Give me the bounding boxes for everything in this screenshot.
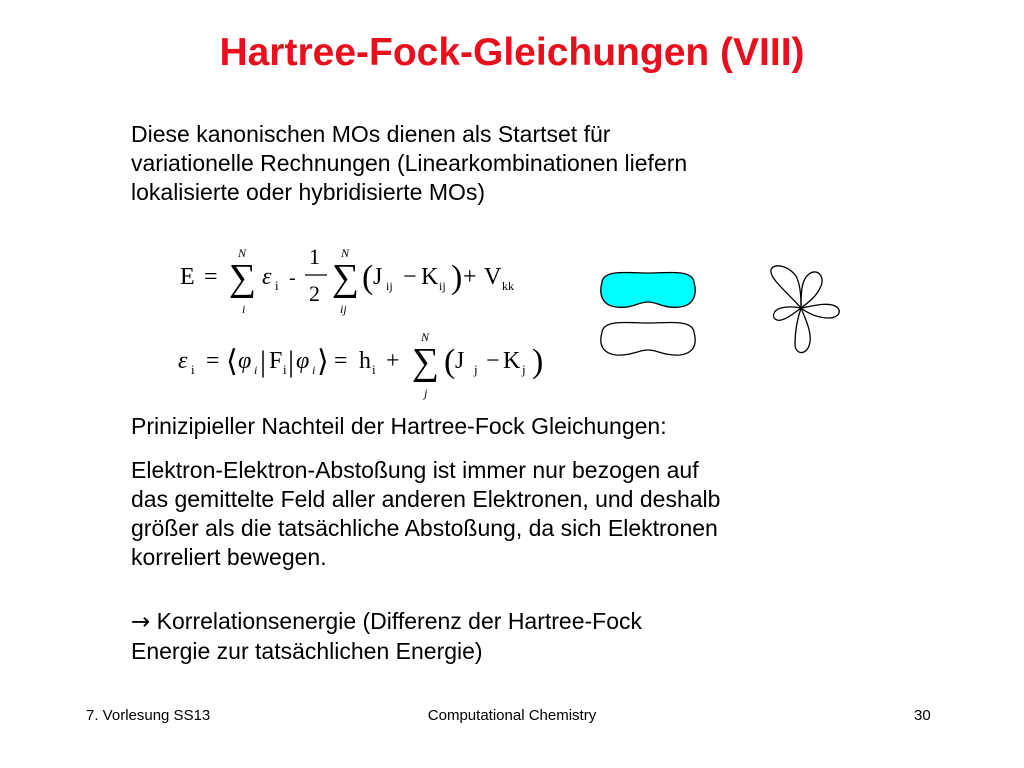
- lobe-lower-left: [774, 307, 801, 320]
- eq1-frac-num: 1: [309, 244, 320, 269]
- eq1-K: K: [421, 264, 439, 290]
- footer-page-number: 30: [914, 707, 931, 724]
- eq1-J-sub: ij: [386, 279, 393, 293]
- slide-title: Hartree-Fock-Gleichungen (VIII): [219, 31, 805, 74]
- intro-line-1: Diese kanonischen MOs dienen als Startset für: [131, 121, 611, 147]
- eq2-sum-sigma: ∑: [412, 341, 440, 383]
- eq2-plus: +: [386, 348, 400, 374]
- eq1-sum1-top: N: [238, 246, 247, 260]
- eq1-V-sub: kk: [502, 279, 514, 293]
- eq1-dash: -: [289, 267, 296, 289]
- eq2-K-sub: j: [522, 362, 526, 377]
- eq1-J: J: [373, 264, 383, 290]
- lobe-left: [771, 266, 801, 308]
- eq1-epsilon: ε: [262, 264, 272, 290]
- intro-paragraph: [131, 120, 891, 207]
- intro-line-3: lokalisierte oder hybridisierte MOs): [131, 179, 486, 205]
- lobe-upper: [801, 272, 822, 308]
- eq2-minus: −: [486, 348, 500, 374]
- eq1-frac-den: 2: [309, 281, 320, 306]
- trefoil-lobes: [771, 266, 839, 353]
- eq2-phi1: φ: [238, 348, 252, 374]
- intro-line-2: variationelle Rechnungen (Linearkombinationen liefern: [131, 150, 688, 176]
- eq2-sum-bottom: j: [424, 386, 428, 400]
- eq2-h: h: [359, 348, 371, 374]
- footer-course: Computational Chemistry: [427, 707, 597, 724]
- eq2-J-sub: j: [474, 362, 478, 377]
- conclusion-line-2: Energie zur tatsächlichen Energie): [131, 638, 483, 664]
- eq1-sum2-sigma: ∑: [332, 257, 360, 299]
- eq2-rparen: ): [532, 343, 544, 380]
- body-line-3: größer als die tatsächliche Abstoßung, da sich Elektronen: [131, 515, 718, 541]
- lobe-lower: [795, 308, 810, 353]
- bonding-orbital-lobes: [592, 262, 704, 358]
- eq1-E: E: [180, 264, 195, 290]
- heading-disadvantage-text: Prinizipieller Nachteil der Hartree-Fock Gleichungen:: [131, 413, 667, 439]
- eq1-sum1-sigma: ∑: [229, 257, 257, 299]
- footer-lecture: 7. Vorlesung SS13: [86, 707, 211, 724]
- empty-lobe-shape: [601, 322, 695, 355]
- eq2-rangle: ⟩: [317, 345, 329, 378]
- eq2-K: K: [503, 348, 521, 374]
- orbital-energy-equation: [178, 330, 543, 400]
- hartree-fock-equations: [170, 236, 560, 406]
- filled-lobe-shape: [601, 272, 695, 307]
- eq2-J: J: [455, 348, 465, 374]
- eq1-sum1-bottom: i: [242, 302, 246, 316]
- body-line-2: das gemittelte Feld aller anderen Elektronen, und deshalb: [131, 486, 721, 512]
- eq2-equals: =: [206, 348, 220, 374]
- eq2-epsilon: ε: [178, 348, 188, 374]
- body-line-1: Elektron-Elektron-Abstoßung ist immer nur bezogen auf: [131, 457, 699, 483]
- eq1-sum2-bottom: ij: [340, 302, 347, 316]
- eq2-sum-top: N: [421, 330, 430, 344]
- eq1-lparen: (: [362, 259, 374, 296]
- eq2-F-sub: i: [283, 362, 287, 377]
- eq2-langle: ⟨: [226, 345, 238, 378]
- conclusion-line-1: [131, 607, 891, 637]
- energy-equation: [180, 244, 514, 316]
- eq2-bar1: |: [260, 345, 267, 378]
- conclusion-paragraph: [131, 607, 891, 666]
- eq2-phi2-sub: i: [312, 363, 316, 377]
- eq2-F: F: [269, 348, 283, 374]
- right-arrow-icon: →: [131, 609, 151, 635]
- eq2-bar2: |: [288, 345, 295, 378]
- heading-disadvantage: [131, 412, 891, 441]
- eq2-h-sub: i: [372, 362, 376, 377]
- conclusion-text-1: Korrelationsenergie (Differenz der Hartree-Fock: [156, 608, 643, 634]
- eq1-equals: =: [204, 264, 218, 290]
- body-paragraph: [131, 456, 891, 572]
- eq2-phi1-sub: i: [254, 363, 258, 377]
- body-line-4: korreliert bewegen.: [131, 544, 327, 570]
- eq1-rparen: ): [451, 259, 463, 296]
- eq2-lparen: (: [444, 343, 456, 380]
- eq1-K-sub: ij: [439, 279, 446, 293]
- eq2-equals2: =: [334, 348, 348, 374]
- eq1-V: V: [484, 264, 502, 290]
- eq1-epsilon-sub: i: [275, 278, 279, 293]
- eq1-minus: −: [403, 264, 417, 290]
- hybrid-orbital-shape: [765, 262, 845, 360]
- lobe-right: [801, 304, 839, 318]
- eq2-phi2: φ: [296, 348, 310, 374]
- eq2-epsilon-sub: i: [191, 362, 195, 377]
- eq1-plus: +: [463, 264, 477, 290]
- eq1-sum2-top: N: [341, 246, 350, 260]
